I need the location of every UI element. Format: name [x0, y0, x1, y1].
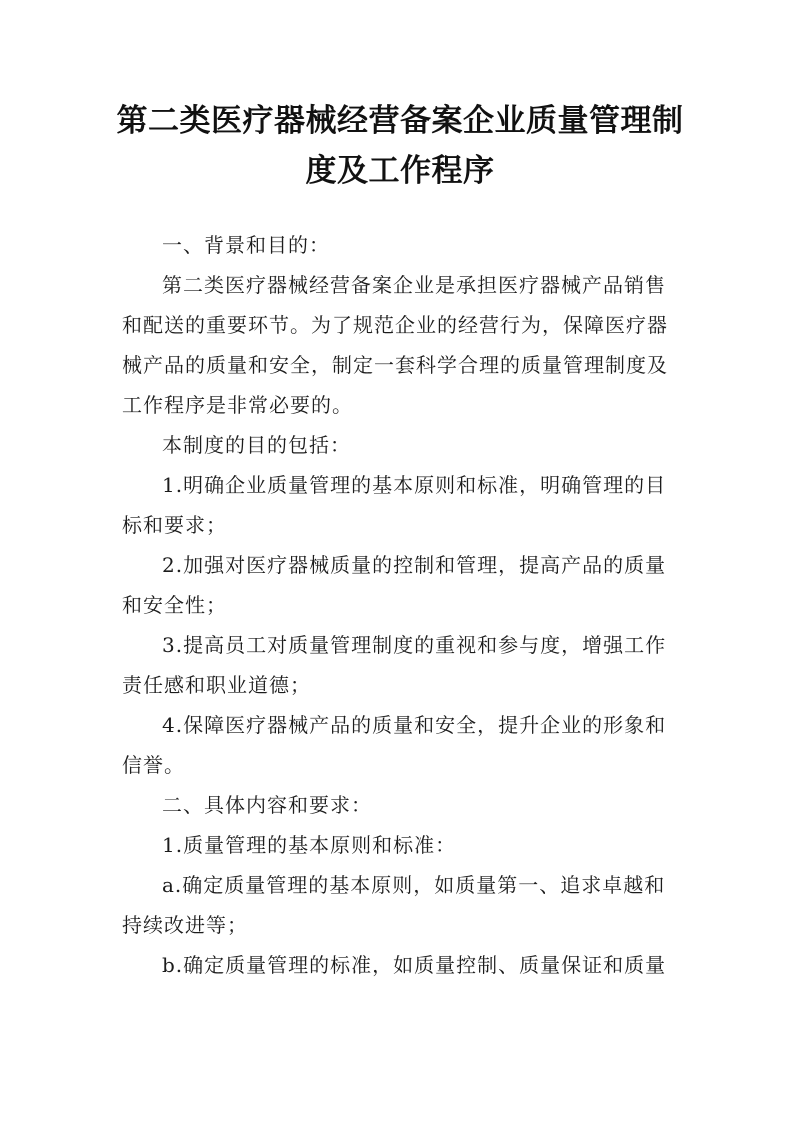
document-title [110, 96, 690, 196]
title-line-1: 第二类医疗器械经营备案企业质量管理制 [116, 103, 684, 139]
list-item-purpose-3: 3.提高员工对质量管理制度的重视和参与度，增强工作责任感和职业道德； [122, 633, 667, 697]
document-body [122, 225, 682, 985]
paragraph-intro: 第二类医疗器械经营备案企业是承担医疗器械产品销售和配送的重要环节。为了规范企业的经营行为，保障医疗器械产品的质量和安全，制定一套科学合理的质量管理制度及工作程序是非常必要的。 [122, 273, 668, 417]
paragraph-purpose-lead: 本制度的目的包括： [162, 433, 351, 457]
section-heading-content: 二、具体内容和要求： [162, 793, 372, 817]
section-heading-background: 一、背景和目的： [162, 233, 330, 257]
subsection-heading-principles: 1.质量管理的基本原则和标准： [162, 833, 457, 857]
list-item-principle-a: a.确定质量管理的基本原则，如质量第一、追求卓越和持续改进等； [122, 873, 666, 937]
list-item-purpose-4: 4.保障医疗器械产品的质量和安全，提升企业的形象和信誉。 [122, 713, 667, 777]
title-line-2: 度及工作程序 [305, 153, 495, 189]
list-item-purpose-1: 1.明确企业质量管理的基本原则和标准，明确管理的目标和要求； [122, 473, 667, 537]
list-item-purpose-2: 2.加强对医疗器械质量的控制和管理，提高产品的质量和安全性； [122, 553, 667, 617]
list-item-principle-b: b.确定质量管理的标准，如质量控制、质量保证和质量 [162, 953, 667, 977]
